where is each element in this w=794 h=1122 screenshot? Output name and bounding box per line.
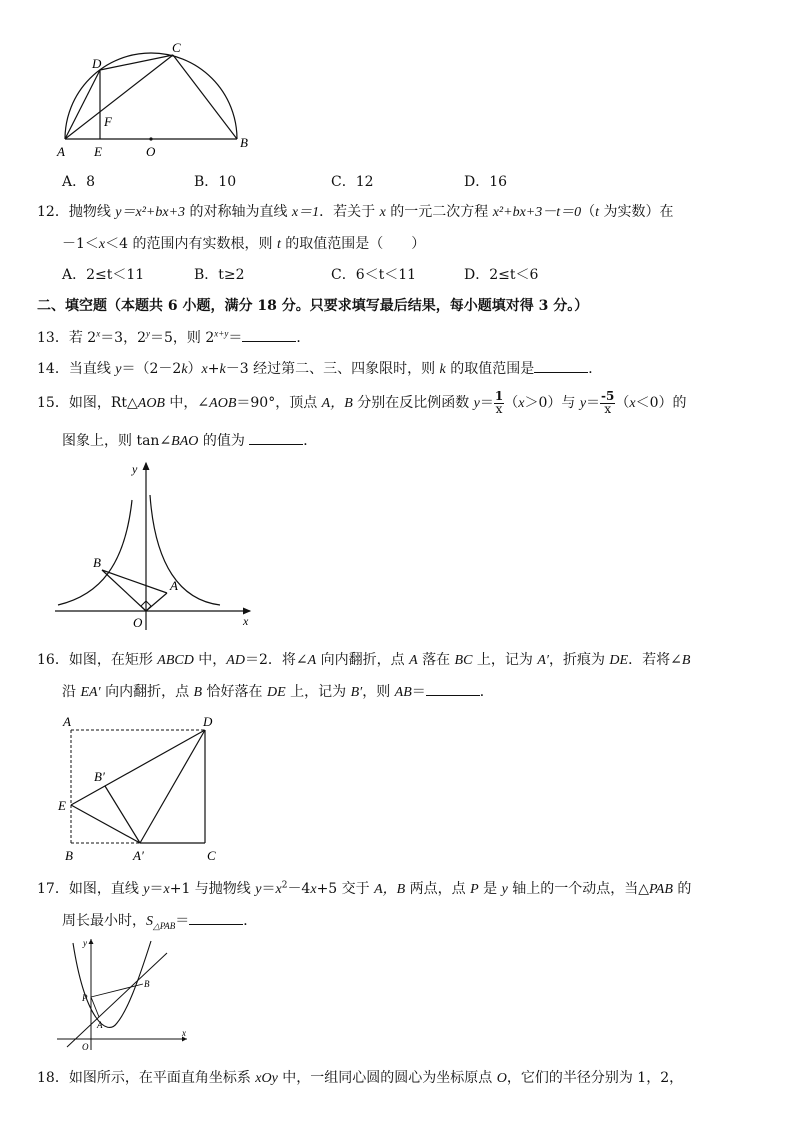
label-b: B [144, 979, 150, 989]
q16-line1: 16．如图，在矩形 ABCD 中，AD＝2．将∠A 向内翻折，点 A 落在 BC 上，记为 A′，折痕为 DE．若将∠B [37, 652, 691, 668]
q16-answer-blank[interactable] [426, 681, 480, 696]
q14-answer-blank[interactable] [534, 358, 588, 373]
label-d: D [92, 56, 102, 71]
q15-answer-blank[interactable] [249, 430, 303, 445]
label-a: A [170, 578, 178, 593]
fold-de [71, 730, 205, 805]
label-e: E [58, 798, 66, 813]
q12-option-c[interactable]: C．6＜t＜11 [331, 267, 417, 283]
label-f: F [104, 114, 112, 129]
q11-option-b[interactable]: B．10 [194, 174, 237, 190]
q16-figure [55, 710, 235, 865]
label-b: B [65, 848, 73, 863]
label-y: y [83, 938, 87, 948]
section-2-title: 二、填空题（本题共 6 小题，满分 18 分。只要求填写最后结果，每小题填对得 3 分。） [37, 298, 589, 314]
q11-figure [55, 38, 265, 163]
q15-figure [50, 455, 265, 635]
q12-line2: －1＜x＜4 的范围内有实数根，则 t 的取值范围是（ ） [62, 236, 426, 252]
q18-line1: 18．如图所示，在平面直角坐标系 xOy 中，一组同心圆的圆心为坐标原点 O，它们的半径分别为 1，2， [37, 1070, 684, 1086]
q11-option-d[interactable]: D．16 [464, 174, 508, 190]
label-b-prime: B′ [94, 769, 105, 784]
label-b: B [93, 555, 101, 570]
label-x: x [182, 1028, 186, 1038]
q17-answer-blank[interactable] [189, 910, 243, 925]
label-o: O [82, 1042, 89, 1052]
q11-option-c[interactable]: C．12 [331, 174, 374, 190]
q13-answer-blank[interactable] [242, 327, 296, 342]
q16-line2: 沿 EA′ 向内翻折，点 B 恰好落在 DE 上，记为 B′，则 AB＝ ． [62, 681, 494, 701]
q15-line2: 图象上，则 tan∠BAO 的值为 ． [62, 430, 317, 450]
label-a: A [57, 144, 65, 159]
label-o: O [133, 615, 143, 630]
label-y: y [132, 462, 138, 476]
q12-option-a[interactable]: A．2≤t＜11 [62, 267, 145, 283]
fraction-1-over-x: $\frac{1}{x}$ [494, 389, 504, 416]
label-x: x [243, 614, 249, 628]
semicircle-arc [65, 53, 237, 139]
label-c: C [207, 848, 216, 863]
q14: 14．当直线 y＝（2－2k）x+k－3 经过第二、三、四象限时，则 k 的取值范围是 ． [37, 358, 602, 378]
segment-pa [91, 997, 99, 1017]
label-e: E [94, 144, 102, 159]
center-point-o [149, 137, 152, 140]
label-b: B [240, 135, 248, 150]
label-a-prime: A′ [133, 848, 144, 863]
fraction-neg5-over-x: $\frac{-5}{x}$ [601, 389, 615, 416]
q17-line1: 17．如图，直线 y＝x+1 与抛物线 $y=x^2-4x+5$ 交于 A，B 两点，点 P 是 y 轴上的一个动点，当△PAB 的 [37, 880, 692, 897]
label-a: A [97, 1020, 103, 1030]
chord-cb [173, 55, 237, 139]
segment-ea1 [71, 805, 140, 843]
curve-left-branch [58, 500, 132, 605]
q12-option-b[interactable]: B．t≥2 [194, 267, 245, 283]
label-d: D [203, 714, 213, 729]
label-a: A [63, 714, 71, 729]
curve-right-branch [150, 495, 220, 605]
q12-option-d[interactable]: D．2≤t＜6 [464, 267, 539, 283]
chord-ac [65, 55, 173, 139]
chord-ad [65, 70, 100, 139]
segment-ob [102, 570, 146, 611]
segment-b1a1 [105, 786, 140, 843]
parabola [73, 941, 151, 1027]
q17-line2: 周长最小时，$S_{\triangle PAB}=$ ． [62, 910, 257, 932]
q12-line1: 12．抛物线 y＝x²+bx+3 的对称轴为直线 x＝1．若关于 x 的一元二次方程 x²+bx+3－t＝0（t 为实数）在 [37, 204, 674, 220]
segment-da1 [140, 730, 205, 843]
q15-line1: 15．如图，Rt△AOB 中，∠AOB＝90°，顶点 A，B 分别在反比例函数 $y=\frac{1}{x}(x>0)$与 $y=\frac{-5}{x}(x<0)$的 [37, 389, 687, 416]
segment-pb [91, 984, 143, 997]
segment-ab [102, 570, 167, 593]
label-p: P [82, 993, 88, 1003]
label-o: O [146, 144, 156, 159]
q17-figure [55, 935, 195, 1053]
q11-option-a[interactable]: A．8 [62, 174, 96, 190]
label-c: C [172, 40, 181, 55]
q13: 13．若 $2^x=3$，$2^y=5$，则 $2^{x+y}=$ ． [37, 328, 311, 346]
